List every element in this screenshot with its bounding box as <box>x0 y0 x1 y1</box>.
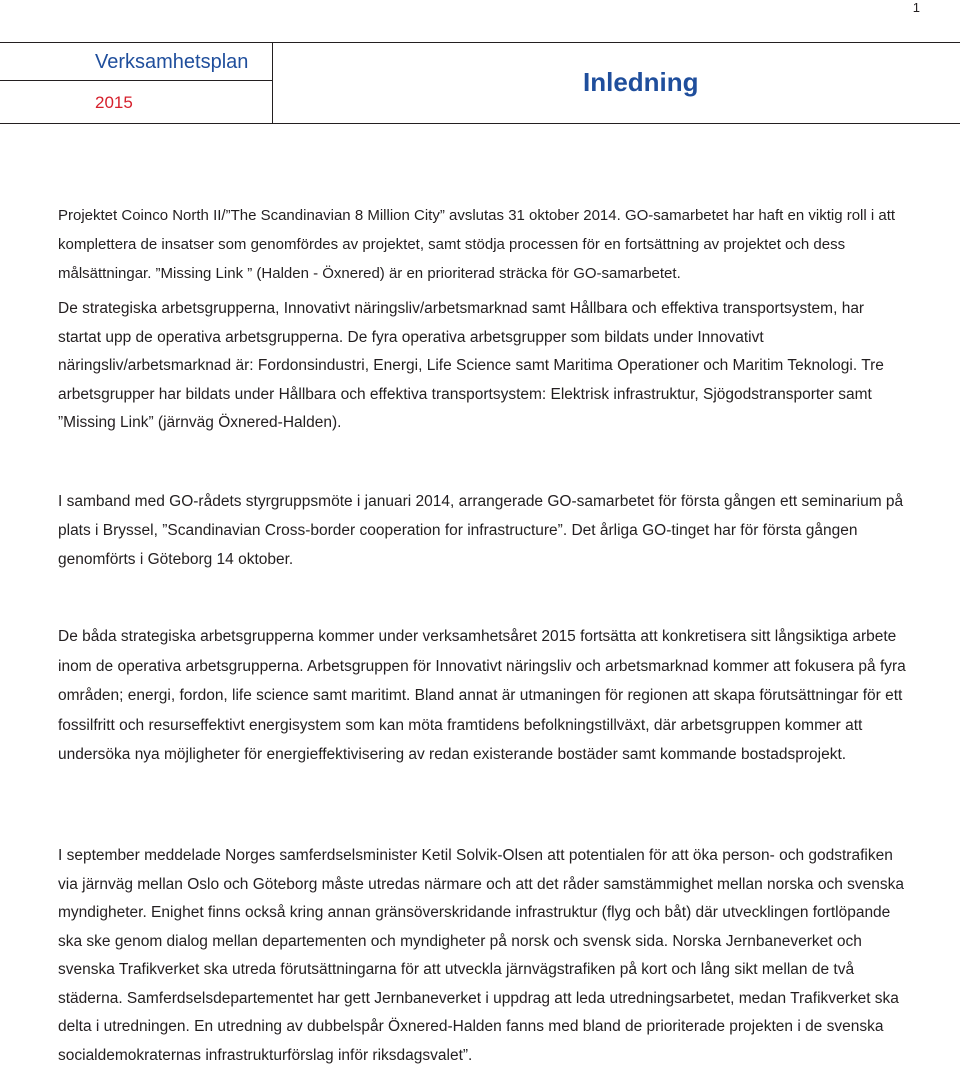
page-number: 1 <box>912 0 920 15</box>
paragraph-working-groups: De strategiska arbetsgrupperna, Innovativt näringsliv/arbetsmarknad samt Hållbara och effektiva transportsystem, har startat upp de operativa arbetsgrupperna. De fyra operativa arbetsgrupper som bildats under Innovativt näringsliv/arbetsmarknad är: Fordonsindustri, Energi, Life Science samt Maritima Operationer och Maritim Teknologi. Tre arbetsgrupper har bildats under Hållbara och effektiva transportsystem: Elektrisk infrastruktur, Sjögodstransporter samt ”Missing Link” (järnväg Öxnered-Halden). <box>58 300 884 431</box>
paragraph-strategic-groups-2015: De båda strategiska arbetsgrupperna kommer under verksamhetsåret 2015 fortsätta att konkretisera sitt långsiktiga arbete inom de operativa arbetsgrupperna. Arbetsgruppen för Innovativt näringsliv och arbetsmarknad kommer att fokusera på fyra områden; energi, fordon, life science samt maritimt. Bland annat är utmaningen för regionen att skapa förutsättningar för ett fossilfritt och resurseffektivt energisystem som kan möta framtidens befolkningstillväxt, där arbetsgruppen kommer att undersöka nya möjligheter för energieffektivisering av redan existerande bostäder samt kommande bostadsprojekt. <box>58 628 906 763</box>
paragraph-norway-railway: I september meddelade Norges samferdselsminister Ketil Solvik-Olsen att potentialen för att öka person- och godstrafiken via järnväg mellan Oslo och Göteborg måste utredas närmare och att det råder samstämmighet mellan norska och svenska myndigheter. Enighet finns också kring annan gränsöverskridande infrastruktur (flyg och båt) där utvecklingen fortlöpande ska ske genom dialog mellan departementen och myndigheter på norsk och svensk sida. Norska Jernbaneverket och svenska Trafikverket ska utreda förutsättningarna för att utveckla järnvägstrafiken på kort och lång sikt mellan de två städerna. Samferdselsdepartementet har gett Jernbaneverket i uppdrag att leda utredningsarbetet, medan Trafikverket ska delta i utredningen. En utredning av dubbelspår Öxnered-Halden fanns med bland de prioriterade projekten i de svenska socialdemokraternas infrastrukturförslag inför riksdagsvalet”. <box>58 847 905 1064</box>
document-header <box>0 42 960 124</box>
header-divider <box>0 80 272 81</box>
paragraph-brussels-seminar: I samband med GO-rådets styrgruppsmöte i januari 2014, arrangerade GO-samarbetet för första gången ett seminarium på plats i Bryssel, ”Scandinavian Cross-border cooperation for infrastructure”. Det årliga GO-tinget har för första gången genomförts i Göteborg 14 oktober. <box>58 493 904 568</box>
paragraph-intro: Projektet Coinco North II/”The Scandinavian 8 Million City” avslutas 31 oktober 2014. GO-samarbetet har haft en viktig roll i att komplettera de insatser som genomfördes av projektet, samt stödja processen för en fortsättning av projektet och dess målsättningar. ”Missing Link ” (Halden - Öxnered) är en prioriterad sträcka för GO-samarbetet. <box>58 207 896 282</box>
section-title: Inledning <box>583 67 699 97</box>
header-left-cell <box>0 43 273 123</box>
document-year: 2015 <box>95 93 133 112</box>
document-title: Verksamhetsplan <box>95 51 249 73</box>
